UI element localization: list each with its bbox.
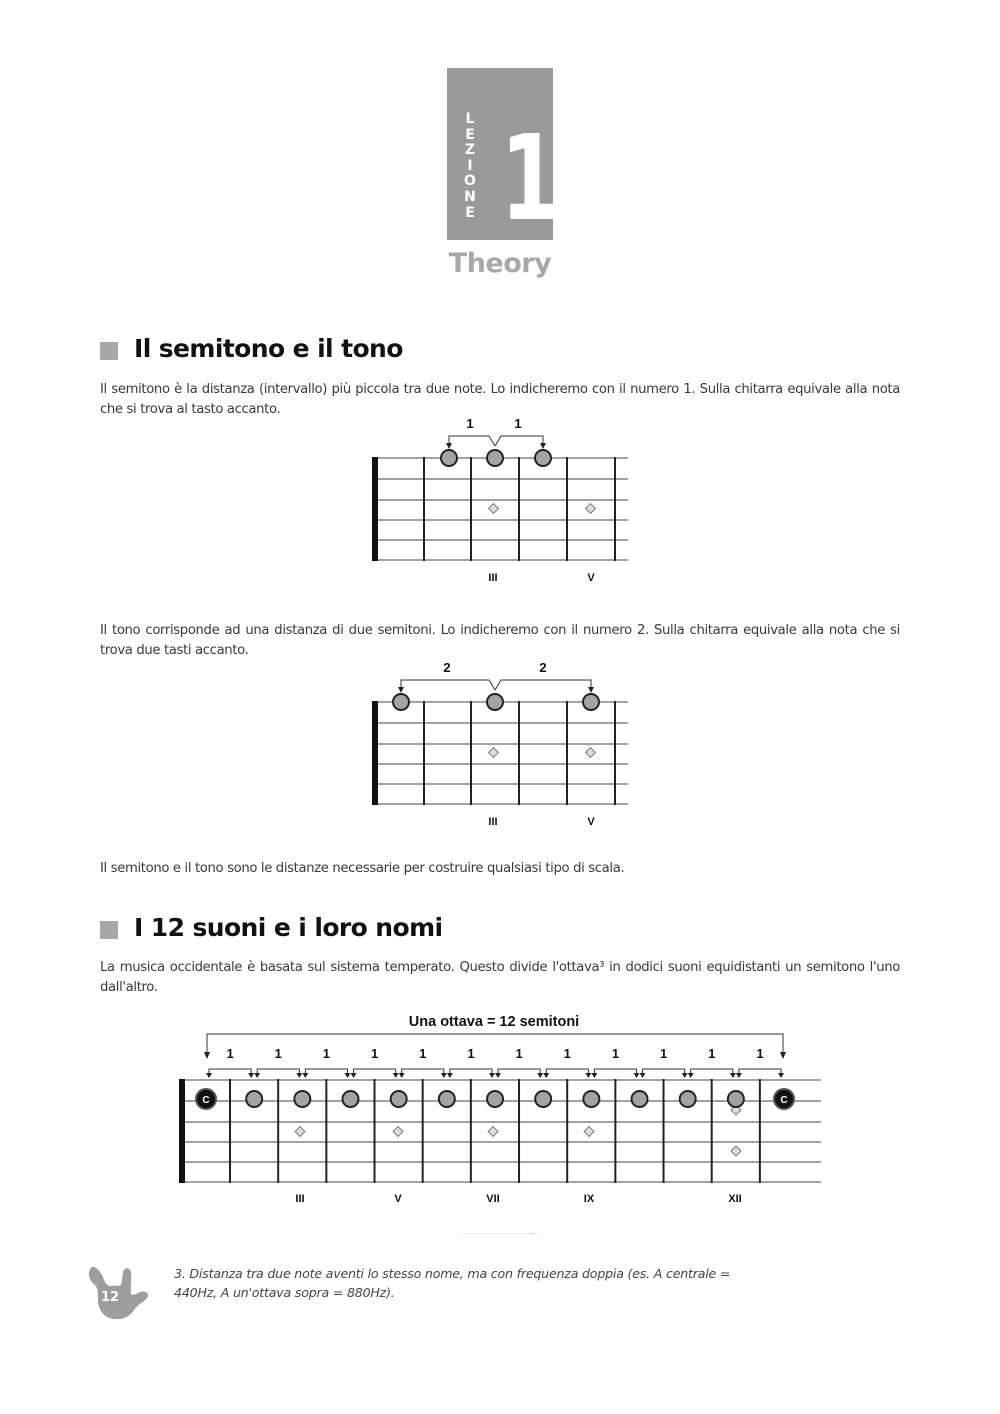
section-square-icon: [100, 342, 118, 360]
interval-label: 2: [539, 660, 547, 675]
note-dot: [680, 1091, 696, 1107]
paragraph: Il semitono e il tono sono le distanze necessarie per costruire qualsiasi tipo di scala.: [100, 861, 625, 876]
badge-letter: L: [465, 111, 475, 127]
fret-inlay-marker: [584, 1127, 594, 1137]
note-dot: [246, 1091, 262, 1107]
note-dot: [535, 1091, 551, 1107]
note-dot: [583, 694, 599, 710]
interval-label: 1: [466, 416, 474, 431]
fret-inlay-marker: [295, 1127, 305, 1137]
fretboard-diagram-tone: [360, 656, 640, 836]
interval-label: 1: [708, 1046, 716, 1061]
footnote: 3. Distanza tra due note aventi lo stesso nome, ma con frequenza doppia (es. A centrale = 440Hz, A un'ottava sopra = 880Hz).: [174, 1266, 731, 1300]
fret-marker-label: V: [394, 1193, 402, 1205]
lesson-subtitle: Theory: [448, 248, 552, 279]
lesson-number: 1: [500, 109, 560, 247]
paragraph: Il semitono è la distanza (intervallo) più piccola tra due note. Lo indicheremo con il numero 1. Sulla chitarra equivale alla nota che si trova al tasto accanto.: [100, 382, 900, 417]
note-dot: [583, 1091, 599, 1107]
paragraph: La musica occidentale è basata sul sistema temperato. Questo divide l'ottava³ in dodici suoni equidistanti un semitono l'uno dall'altro.: [100, 960, 900, 995]
badge-letter: E: [465, 126, 475, 143]
note-dot: [728, 1091, 744, 1107]
badge-letter: Z: [464, 142, 476, 159]
badge-letter: O: [464, 173, 476, 190]
section-title: Il semitono e il tono: [134, 334, 403, 363]
note-dot: [487, 450, 503, 466]
interval-label: 1: [515, 1046, 523, 1061]
interval-label: 1: [563, 1046, 571, 1061]
note-dot: [294, 1091, 310, 1107]
paragraph: Il tono corrisponde ad una distanza di due semitoni. Lo indicheremo con il numero 2. Sulla chitarra equivale alla nota che si trova due tasti accanto.: [100, 623, 900, 658]
root-note-label: C: [780, 1095, 788, 1106]
interval-label: 1: [419, 1046, 427, 1061]
note-dot: [487, 1091, 503, 1107]
fret-marker-label: III: [295, 1193, 305, 1205]
interval-label: 2: [443, 660, 451, 675]
fret-marker-label: IX: [583, 1193, 595, 1205]
note-dot: [441, 450, 457, 466]
lesson-badge-word: [460, 112, 480, 221]
octave-title: Una ottava = 12 semitoni: [408, 1014, 580, 1030]
fret-inlay-marker: [731, 1146, 741, 1156]
note-dot: [632, 1091, 648, 1107]
note-dot: [393, 694, 409, 710]
note-dot: [391, 1091, 407, 1107]
fretboard-diagram-semitone: [360, 412, 640, 592]
fret-marker-label: V: [587, 572, 595, 584]
fret-marker-label: XII: [728, 1193, 742, 1205]
root-note-label: C: [202, 1095, 210, 1106]
interval-label: 1: [226, 1046, 234, 1061]
note-dot: [487, 694, 503, 710]
interval-label: 1: [274, 1046, 282, 1061]
page-number: 12: [100, 1290, 120, 1305]
fret-marker-label: VII: [486, 1193, 500, 1205]
footer-divider: [100, 1232, 900, 1235]
fret-marker-label: V: [587, 816, 595, 828]
interval-label: 1: [467, 1046, 475, 1061]
note-dot: [343, 1091, 359, 1107]
interval-label: 1: [659, 1046, 668, 1061]
fret-inlay-marker: [488, 1127, 498, 1137]
badge-letter: E: [465, 204, 475, 221]
interval-label: 1: [514, 416, 522, 431]
note-dot: [535, 450, 551, 466]
section-title: I 12 suoni e i loro nomi: [134, 913, 443, 942]
badge-letter: N: [464, 188, 476, 205]
section-square-icon: [100, 921, 118, 939]
fretboard-diagram-octave: [170, 1006, 830, 1216]
note-dot: [439, 1091, 455, 1107]
fret-marker-label: III: [488, 572, 498, 584]
interval-label: 1: [322, 1046, 331, 1061]
interval-label: 1: [756, 1046, 764, 1061]
badge-letter: I: [467, 157, 473, 174]
fret-marker-label: III: [488, 816, 498, 828]
interval-label: 1: [370, 1046, 379, 1061]
fret-inlay-marker: [393, 1127, 403, 1137]
interval-label: 1: [611, 1046, 620, 1061]
